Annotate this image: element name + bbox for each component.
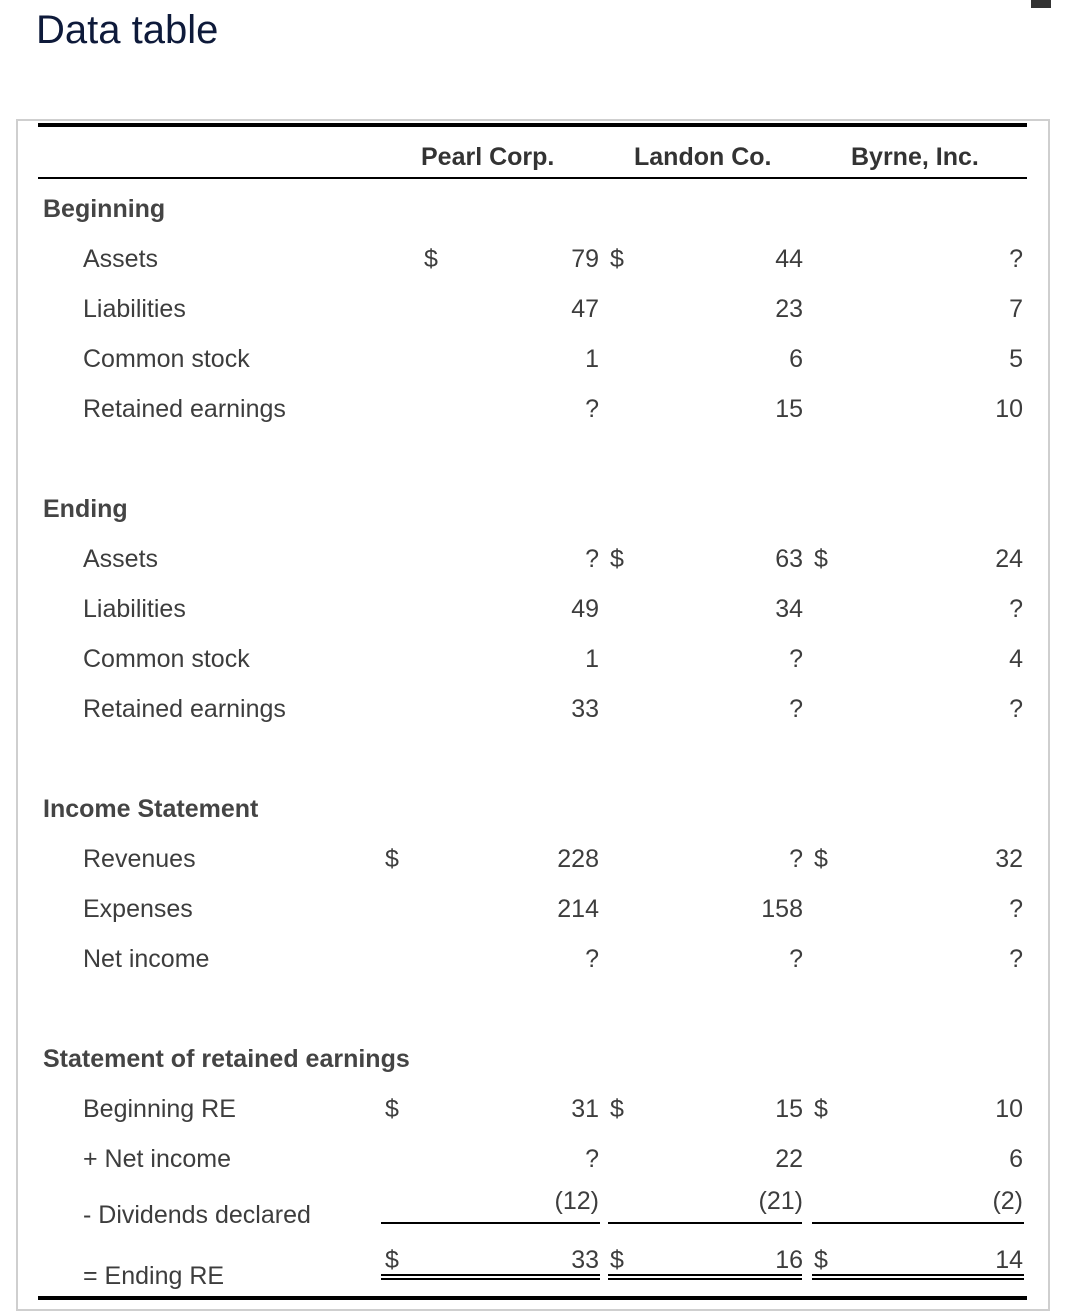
column-header-pearl: Pearl Corp.	[421, 143, 555, 171]
cell-ending-liabilities-byrne: ?	[1009, 595, 1023, 623]
row-label-revenues: Revenues	[83, 845, 196, 873]
table-top-rule	[38, 123, 1027, 127]
column-header-byrne: Byrne, Inc.	[851, 143, 979, 171]
cell-beginning-common-stock-byrne: 5	[1009, 345, 1023, 373]
cell-revenues-landon: ?	[789, 845, 803, 873]
currency-symbol: $	[814, 845, 828, 873]
row-label-beginning-re: Beginning RE	[83, 1095, 236, 1123]
cell-plus-net-income-byrne: 6	[1009, 1145, 1023, 1173]
cell-expenses-pearl: 214	[557, 895, 599, 923]
row-label-ending-assets: Assets	[83, 545, 159, 573]
row-label-net-income: Net income	[83, 945, 210, 973]
window-corner-marker	[1031, 0, 1051, 8]
row-label-ending-retained-earnings: Retained earnings	[83, 695, 286, 723]
cell-plus-net-income-pearl: ?	[585, 1145, 599, 1173]
cell-plus-net-income-landon: 22	[775, 1145, 803, 1173]
cell-ending-re-pearl: 33	[571, 1246, 599, 1274]
cell-beginning-assets-pearl: 79	[571, 245, 599, 273]
total-double-underline-landon	[608, 1274, 802, 1280]
currency-symbol: $	[610, 1246, 624, 1274]
cell-revenues-byrne: 32	[995, 845, 1023, 873]
cell-ending-common-stock-byrne: 4	[1009, 645, 1023, 673]
cell-ending-common-stock-pearl: 1	[585, 645, 599, 673]
row-label-expenses: Expenses	[83, 895, 193, 923]
column-header-landon: Landon Co.	[634, 143, 772, 171]
section-title-beginning: Beginning	[43, 195, 166, 223]
cell-beginning-assets-landon: 44	[775, 245, 803, 273]
cell-ending-re-landon: 16	[775, 1246, 803, 1274]
cell-beginning-common-stock-landon: 6	[789, 345, 803, 373]
cell-net-income-pearl: ?	[585, 945, 599, 973]
currency-symbol: $	[814, 1095, 828, 1123]
total-double-underline-byrne	[812, 1274, 1024, 1280]
currency-symbol: $	[385, 1095, 399, 1123]
subtotal-underline-landon	[608, 1222, 802, 1224]
cell-ending-liabilities-pearl: 49	[571, 595, 599, 623]
cell-ending-retained-earnings-landon: ?	[789, 695, 803, 723]
row-label-beginning-assets: Assets	[83, 245, 159, 273]
cell-ending-retained-earnings-byrne: ?	[1009, 695, 1023, 723]
row-label-beginning-common-stock: Common stock	[83, 345, 250, 373]
cell-beginning-liabilities-landon: 23	[775, 295, 803, 323]
cell-ending-assets-byrne: 24	[995, 545, 1023, 573]
cell-beginning-re-landon: 15	[775, 1095, 803, 1123]
page-title: Data table	[36, 8, 219, 52]
cell-ending-liabilities-landon: 34	[775, 595, 803, 623]
cell-ending-re-byrne: 14	[995, 1246, 1023, 1274]
cell-ending-common-stock-landon: ?	[789, 645, 803, 673]
cell-beginning-assets-byrne: ?	[1009, 245, 1023, 273]
cell-net-income-landon: ?	[789, 945, 803, 973]
row-label-ending-liabilities: Liabilities	[83, 595, 186, 623]
cell-dividends-pearl: (12)	[554, 1187, 599, 1215]
currency-symbol: $	[610, 545, 624, 573]
currency-symbol: $	[424, 245, 438, 273]
cell-dividends-landon: (21)	[758, 1187, 803, 1215]
cell-beginning-liabilities-pearl: 47	[571, 295, 599, 323]
section-title-ending: Ending	[43, 495, 128, 523]
row-label-ending-re: = Ending RE	[83, 1262, 225, 1290]
cell-beginning-re-byrne: 10	[995, 1095, 1023, 1123]
cell-beginning-re-pearl: 31	[571, 1095, 599, 1123]
cell-dividends-byrne: (2)	[992, 1187, 1023, 1215]
cell-beginning-liabilities-byrne: 7	[1009, 295, 1023, 323]
row-label-dividends-declared: - Dividends declared	[83, 1201, 311, 1229]
cell-beginning-retained-earnings-landon: 15	[775, 395, 803, 423]
cell-ending-retained-earnings-pearl: 33	[571, 695, 599, 723]
cell-net-income-byrne: ?	[1009, 945, 1023, 973]
cell-expenses-landon: 158	[761, 895, 803, 923]
total-double-underline-pearl	[381, 1274, 600, 1280]
currency-symbol: $	[814, 1246, 828, 1274]
row-label-beginning-liabilities: Liabilities	[83, 295, 186, 323]
cell-revenues-pearl: 228	[557, 845, 599, 873]
cell-beginning-common-stock-pearl: 1	[585, 345, 599, 373]
subtotal-underline-pearl	[381, 1222, 600, 1224]
cell-ending-assets-pearl: ?	[585, 545, 599, 573]
cell-ending-assets-landon: 63	[775, 545, 803, 573]
currency-symbol: $	[385, 845, 399, 873]
currency-symbol: $	[610, 245, 624, 273]
cell-beginning-retained-earnings-pearl: ?	[585, 395, 599, 423]
row-label-beginning-retained-earnings: Retained earnings	[83, 395, 286, 423]
row-label-ending-common-stock: Common stock	[83, 645, 250, 673]
subtotal-underline-byrne	[812, 1222, 1024, 1224]
section-title-retained-earnings: Statement of retained earnings	[43, 1045, 410, 1073]
cell-beginning-retained-earnings-byrne: 10	[995, 395, 1023, 423]
table-bottom-rule	[38, 1296, 1027, 1300]
header-underline	[38, 177, 1027, 179]
currency-symbol: $	[385, 1246, 399, 1274]
currency-symbol: $	[814, 545, 828, 573]
section-title-income-statement: Income Statement	[43, 795, 259, 823]
currency-symbol: $	[610, 1095, 624, 1123]
cell-expenses-byrne: ?	[1009, 895, 1023, 923]
row-label-plus-net-income: + Net income	[83, 1145, 231, 1173]
